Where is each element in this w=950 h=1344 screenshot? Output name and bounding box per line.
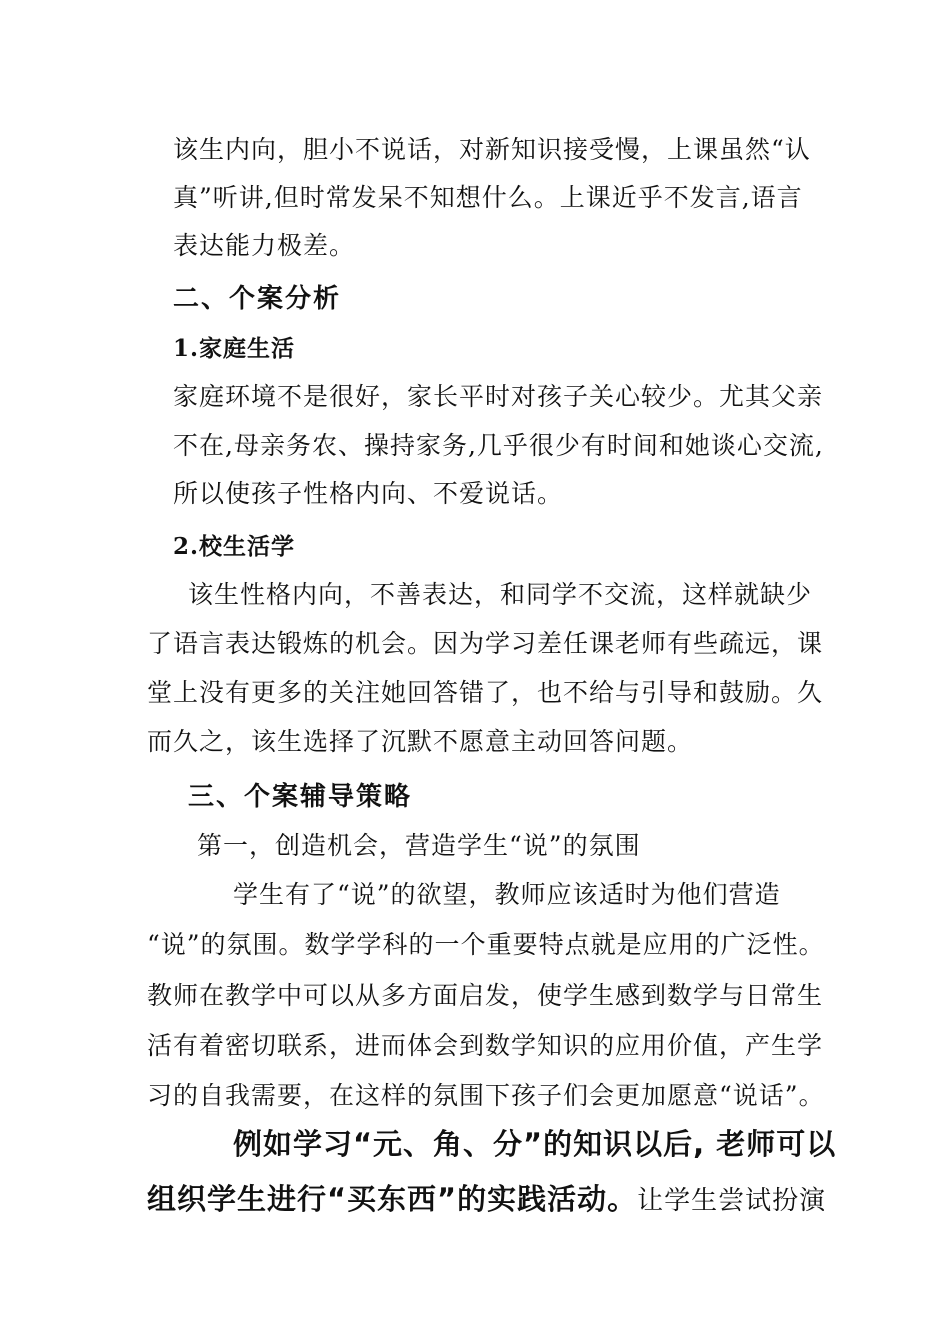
paragraph-line: 所以使孩子性格内向、不爱说话。 xyxy=(173,479,564,508)
example-line xyxy=(147,1180,826,1220)
example-bold-text: 组织学生进行“买东西”的实践活动。 xyxy=(147,1182,638,1216)
paragraph-line: 学生有了“说”的欲望，教师应该适时为他们营造 xyxy=(233,880,781,909)
paragraph-line: 该生性格内向，不善表达，和同学不交流，这样就缺少 xyxy=(188,580,813,609)
section-heading: 三、个案辅导策略 xyxy=(188,782,413,812)
subsection-heading: 2.校生活学 xyxy=(173,533,296,560)
subsection-heading: 1.家庭生活 xyxy=(173,335,296,362)
paragraph-line: 而久之，该生选择了沉默不愿意主动回答问题。 xyxy=(147,727,694,756)
paragraph-line: 该生内向，胆小不说话，对新知识接受慢，上课虽然“认 xyxy=(173,135,811,164)
paragraph-line: “说”的氛围。数学学科的一个重要特点就是应用的广泛性。 xyxy=(147,930,825,959)
example-line: 例如学习“元、角、分”的知识以后, 老师可以 xyxy=(233,1127,837,1161)
paragraph-line: 习的自我需要，在这样的氛围下孩子们会更加愿意“说话”。 xyxy=(147,1081,825,1110)
paragraph-line: 堂上没有更多的关注她回答错了，也不给与引导和鼓励。久 xyxy=(147,678,824,707)
paragraph-line: 活有着密切联系，进而体会到数学知识的应用价值，产生学 xyxy=(147,1031,824,1060)
paragraph-line: 家庭环境不是很好，家长平时对孩子关心较少。尤其父亲 xyxy=(173,382,824,411)
example-normal-text: 让学生尝试扮演 xyxy=(637,1186,827,1216)
paragraph-line: 表达能力极差。 xyxy=(173,231,356,260)
section-heading: 二、个案分析 xyxy=(173,284,342,314)
paragraph-line: 不在,母亲务农、操持家务,几乎很少有时间和她谈心交流, xyxy=(173,431,824,460)
paragraph-line: 教师在教学中可以从多方面启发，使学生感到数学与日常生 xyxy=(147,981,824,1010)
paragraph-line: 了语言表达锻炼的机会。因为学习差任课老师有些疏远，课 xyxy=(147,629,824,658)
paragraph-line: 真”听讲,但时常发呆不知想什么。上课近乎不发言,语言 xyxy=(173,183,803,212)
point-title: 第一，创造机会，营造学生“说”的氛围 xyxy=(197,831,641,860)
